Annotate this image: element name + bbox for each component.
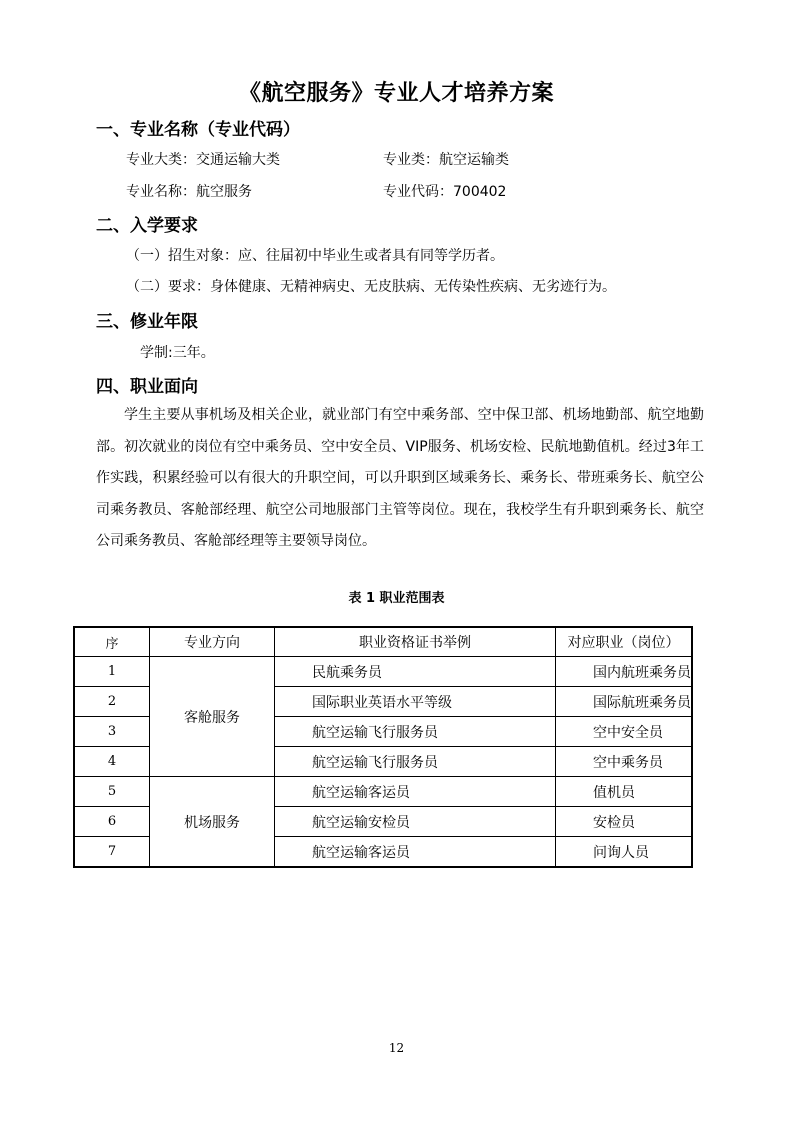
- duration-text: 学制:三年。: [140, 345, 215, 361]
- major-code: 专业代码：700402: [383, 184, 507, 200]
- row-certificate: 民航乘务员: [275, 657, 556, 687]
- major-subcategory: 专业类：航空运输类: [383, 152, 509, 168]
- row-no: 5: [74, 777, 150, 807]
- row-no: 2: [74, 687, 150, 717]
- section-heading-career: 四、职业面向: [96, 377, 198, 397]
- header-certificate: 职业资格证书举例: [275, 627, 556, 657]
- row-certificate: 国际职业英语水平等级: [275, 687, 556, 717]
- row-job: 值机员: [556, 777, 693, 807]
- direction-cabin-service: 客舱服务: [150, 657, 275, 777]
- section-heading-major-name: 一、专业名称（专业代码）: [96, 120, 300, 140]
- row-no: 6: [74, 807, 150, 837]
- table-header-row: [74, 627, 692, 657]
- admission-requirement: （二）要求：身体健康、无精神病史、无皮肤病、无传染性疾病、无劣迹行为。: [126, 279, 616, 295]
- header-direction: 专业方向: [150, 627, 275, 657]
- row-job: 国内航班乘务员: [556, 657, 693, 687]
- row-job: 安检员: [556, 807, 693, 837]
- page-number: 12: [388, 1041, 405, 1055]
- row-certificate: 航空运输客运员: [275, 777, 556, 807]
- document-title: 《航空服务》专业人才培养方案: [238, 81, 554, 106]
- admission-target: （一）招生对象：应、往届初中毕业生或者具有同等学历者。: [126, 248, 504, 264]
- direction-airport-service: 机场服务: [150, 777, 275, 868]
- row-no: 7: [74, 837, 150, 868]
- row-certificate: 航空运输安检员: [275, 807, 556, 837]
- career-scope-table: [73, 626, 693, 868]
- header-no: 序: [74, 627, 150, 657]
- row-certificate: 航空运输飞行服务员: [275, 717, 556, 747]
- row-no: 1: [74, 657, 150, 687]
- section-heading-admission: 二、入学要求: [96, 216, 198, 236]
- row-no: 4: [74, 747, 150, 777]
- row-certificate: 航空运输飞行服务员: [275, 747, 556, 777]
- row-certificate: 航空运输客运员: [275, 837, 556, 868]
- row-job: 空中安全员: [556, 717, 693, 747]
- section-heading-duration: 三、修业年限: [96, 312, 198, 332]
- table-row: [74, 657, 692, 687]
- major-name: 专业名称：航空服务: [126, 184, 252, 200]
- career-paragraph: 学生主要从事机场及相关企业，就业部门有空中乘务部、空中保卫部、机场地勤部、航空地勤部。初次就业的岗位有空中乘务员、空中安全员、VIP服务、机场安检、民航地勤值机。经过3年工作实践，积累经验可以有很大的升职空间，可以升职到区域乘务长、乘务长、带班乘务长、航空公司乘务教员、客舱部经理、航空公司地服部门主管等岗位。现在，我校学生有升职到乘务长、航空公司乘务教员、客舱部经理等主要领导岗位。: [96, 407, 704, 549]
- major-category: 专业大类：交通运输大类: [126, 152, 280, 168]
- table-row: [74, 777, 692, 807]
- row-job: 国际航班乘务员: [556, 687, 693, 717]
- header-job: 对应职业（岗位）: [556, 627, 693, 657]
- row-no: 3: [74, 717, 150, 747]
- row-job: 空中乘务员: [556, 747, 693, 777]
- row-job: 问询人员: [556, 837, 693, 868]
- table-caption: 表 1 职业范围表: [348, 591, 445, 606]
